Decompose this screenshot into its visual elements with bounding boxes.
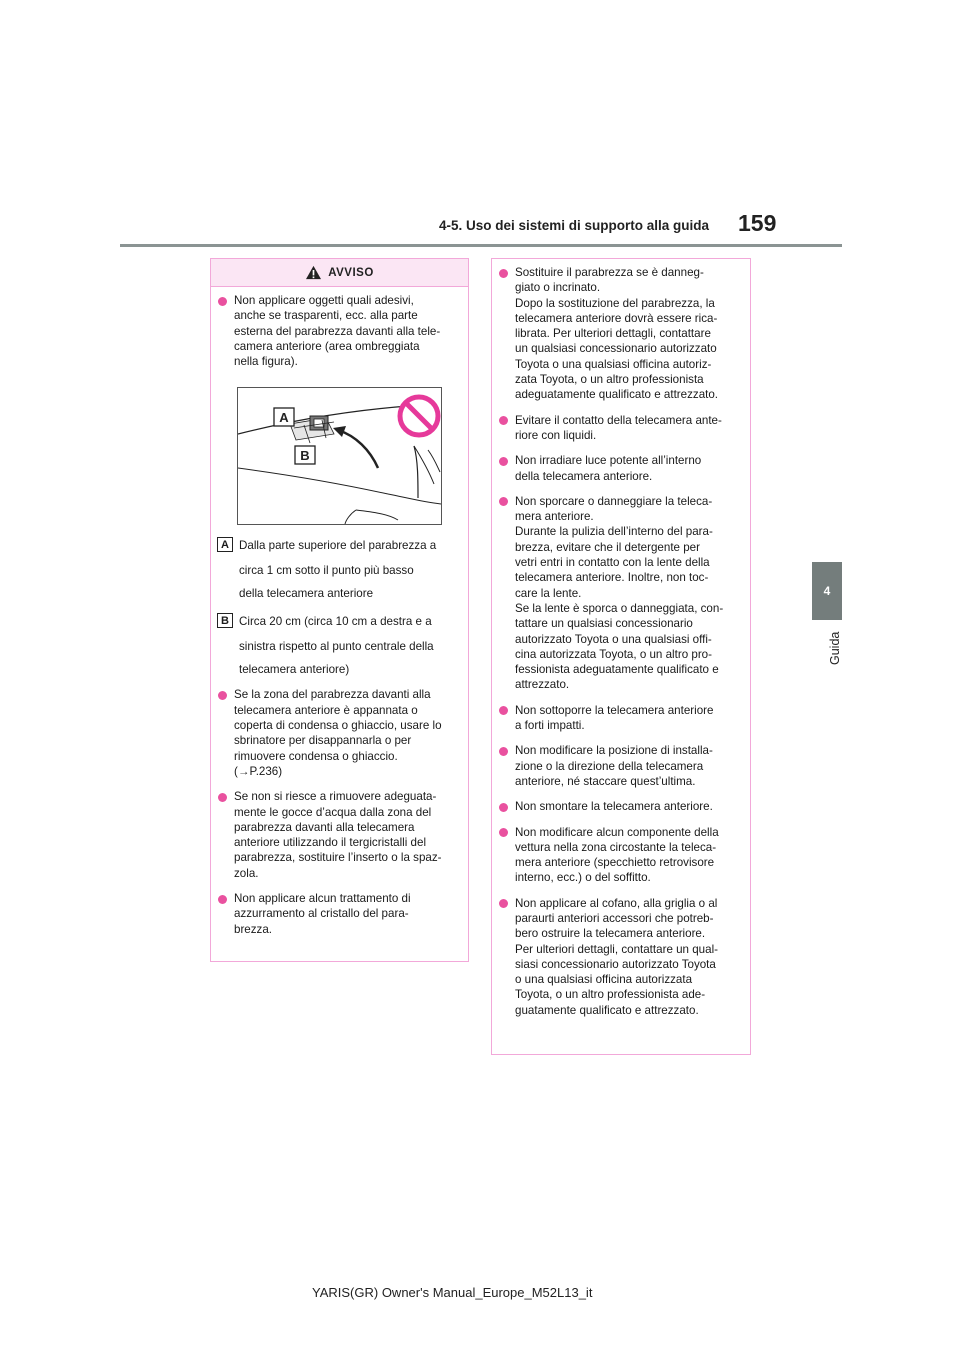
windshield-illustration	[238, 388, 441, 524]
figure-legend	[211, 537, 468, 677]
list-item	[498, 825, 740, 886]
chapter-tab: 4	[812, 562, 842, 620]
chapter-label	[780, 625, 860, 685]
bullet-icon	[499, 747, 508, 756]
chapter-label-text: Guida	[828, 631, 842, 665]
list-item	[498, 799, 740, 814]
bullet-icon	[499, 828, 508, 837]
list-item	[498, 265, 740, 403]
footer-manual-id: YARIS(GR) Owner's Manual_Europe_M52L13_it	[312, 1285, 593, 1300]
legend-text: sinistra rispetto al punto centrale della	[239, 640, 434, 654]
list-item	[217, 293, 458, 369]
legend-entry-a	[217, 537, 468, 555]
list-item	[217, 687, 458, 779]
figure-label-a: A	[279, 410, 289, 426]
list-item-text: Sostituire il parabrezza se è danneg- giato o incrinato. Dopo la sostituzione del parabrezza, la telecamera anteriore dovrà essere rica- librata. Per ulteriori dettagli, contattare un qualsiasi concessionario autorizzato Toyota o una qualsiasi officina autoriz- zata Toyota, o un altro professionista adeguatamente qualificato e attrezzato.	[515, 266, 719, 402]
list-item	[217, 789, 458, 881]
warning-box-left	[210, 258, 469, 962]
section-title: 4-5. Uso dei sistemi di supporto alla guida	[439, 218, 710, 233]
bullet-icon	[499, 269, 508, 278]
bullet-icon	[218, 895, 227, 904]
warning-box-right	[491, 258, 751, 1055]
list-item	[498, 703, 740, 734]
list-item-text: Non applicare oggetti quali adesivi, anche se trasparenti, ecc. alla parte esterna del parabrezza davanti alla tele- camera anteriore (area ombreggiata nella figura).	[234, 294, 441, 369]
list-item-text: Non smontare la telecamera anteriore.	[515, 800, 713, 814]
list-item-text: Non sottoporre la telecamera anteriore a forti impatti.	[515, 703, 714, 733]
legend-text: telecamera anteriore)	[239, 663, 350, 677]
list-item-text: Se non si riesce a rimuovere adeguata- mente le gocce d’acqua dalla zona del parabrezza davanti alla telecamera anteriore utilizzando il tergicristalli del parabrezza, sostituire l’inserto o la spaz- zola.	[234, 790, 442, 880]
bullet-icon	[499, 457, 508, 466]
figure-label-b: B	[300, 448, 310, 464]
list-item-text: Se la zona del parabrezza davanti alla telecamera anteriore è appannata o coperta di condensa o ghiaccio, usare lo sbrinatore per disappannarla o per rimuovere condensa o ghiaccio. (→P.236)	[234, 688, 442, 778]
list-item	[498, 494, 740, 693]
bullet-icon	[499, 803, 508, 812]
legend-badge-a: A	[217, 537, 233, 552]
bullet-icon	[218, 691, 227, 700]
bullet-icon	[499, 416, 508, 425]
legend-text: Circa 20 cm (circa 10 cm a destra e a	[239, 615, 432, 629]
list-item-text: Non applicare alcun trattamento di azzurramento al cristallo del para- brezza.	[234, 892, 411, 936]
legend-text: della telecamera anteriore	[239, 587, 374, 601]
list-item	[498, 453, 740, 484]
list-item-text: Non irradiare luce potente all’interno della telecamera anteriore.	[515, 454, 702, 483]
list-item	[498, 743, 740, 789]
legend-entry-b	[217, 613, 468, 631]
list-item-text: Non modificare la posizione di installa- zione o la direzione della telecamera anteriore, né staccare quest’ultima.	[515, 744, 713, 788]
bullet-icon	[218, 297, 227, 306]
warning-header	[211, 259, 468, 287]
page-number: 159	[738, 210, 777, 236]
legend-badge-b: B	[217, 613, 233, 628]
bullet-icon	[499, 706, 508, 715]
windshield-figure	[237, 387, 442, 525]
list-item-text: Evitare il contatto della telecamera ante- riore con liquidi.	[515, 413, 722, 442]
list-item	[217, 891, 458, 937]
warning-title: AVVISO	[328, 266, 374, 279]
legend-text: Dalla parte superiore del parabrezza a	[239, 539, 437, 553]
bullet-icon	[218, 793, 227, 802]
list-item-text: Non applicare al cofano, alla griglia o al paraurti anteriori accessori che potreb- bero ostruire la telecamera anteriore. Per ulteriori dettagli, contattare un qual- siasi concessionario autorizzato Toyota o una qualsiasi officina autorizzata Toyota, o un altro professionista ade- guatamente qualificato e attrezzato.	[515, 896, 719, 1017]
legend-text: circa 1 cm sotto il punto più basso	[239, 564, 414, 578]
list-item-text: Non modificare alcun componente della vettura nella zona circostante la teleca- mera anteriore (specchietto retrovisore interno, ecc.) o del soffitto.	[515, 825, 719, 885]
bullet-icon	[499, 497, 508, 506]
warning-triangle-icon	[305, 265, 322, 280]
list-item	[498, 896, 740, 1018]
list-item-text: Non sporcare o danneggiare la teleca- mera anteriore. Durante la pulizia dell’interno del para- brezza, evitare che il detergente per vetri entri in contatto con la lente della telecamera anteriore. Inoltre, non toc- care la lente. Se la lente è sporca o danneggiata, con- tattare un qualsiasi concessionario autorizzato Toyota o una qualsiasi offi- cina autorizzata Toyota, o un altro pro- fessionista adeguatamente qualificato e attrezzato.	[515, 494, 724, 692]
header-rule	[120, 244, 842, 247]
bullet-icon	[499, 899, 508, 908]
list-item	[498, 413, 740, 444]
